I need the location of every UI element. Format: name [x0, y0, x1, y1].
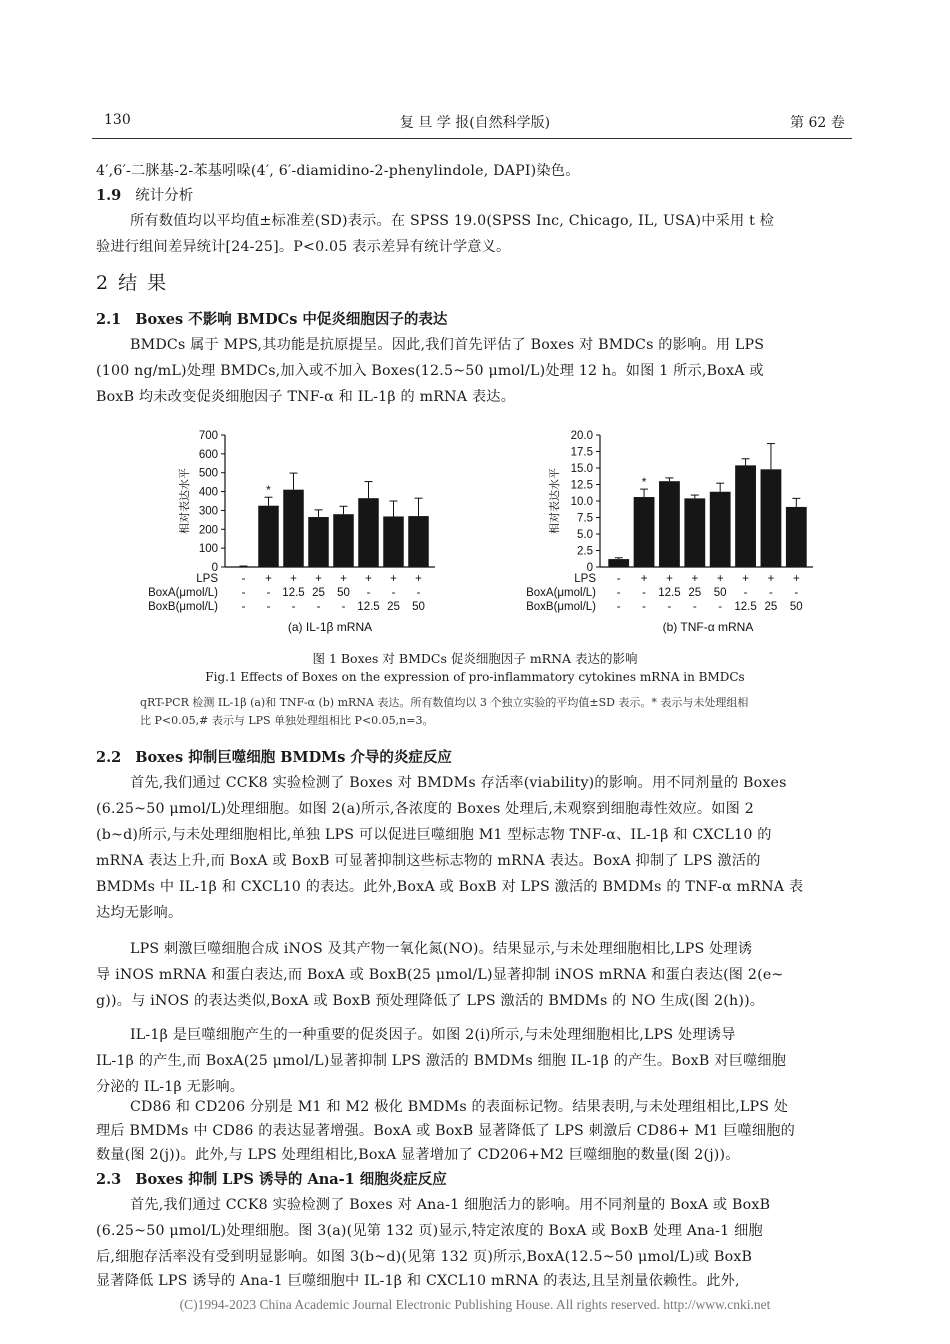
bar	[608, 559, 629, 567]
header-rule	[92, 138, 852, 139]
panel-title: (a) IL-1β mRNA	[287, 620, 373, 634]
bar	[383, 516, 404, 567]
bar	[634, 497, 655, 567]
paragraph-line: 分泌的 IL-1β 无影响。	[96, 1079, 245, 1095]
section-title: Boxes 抑制巨噬细胞 BMDMs 介导的炎症反应	[135, 749, 452, 766]
condition-label: +	[290, 573, 297, 585]
condition-label: +	[365, 573, 372, 585]
condition-label: -	[616, 601, 621, 613]
condition-label: 12.5	[734, 601, 757, 613]
y-tick-label: 7.5	[577, 512, 593, 525]
paragraph-line: 导 iNOS mRNA 和蛋白表达,而 BoxA 或 BoxB(25 μmol/L)显著抑制 iNOS mRNA 和蛋白表达(图 2(e~	[96, 967, 784, 983]
paragraph-line: BMDMs 中 IL-1β 和 CXCL10 的表达。此外,BoxA 或 BoxB 对 LPS 激活的 BMDMs 的 TNF-α mRNA 表	[96, 879, 804, 895]
y-tick-label: 5.0	[577, 529, 593, 541]
condition-label: -	[241, 573, 246, 585]
condition-row-label: BoxB(μmol/L)	[148, 601, 218, 613]
section-title: 统计分析	[135, 188, 194, 204]
paragraph-line: g))。与 iNOS 的表达类似,BoxA 或 BoxB 预处理降低了 LPS 激活的 BMDMs 的 NO 生成(图 2(h))。	[96, 993, 765, 1009]
condition-label: -	[266, 601, 271, 613]
paragraph-line: 数量(图 2(j))。此外,与 LPS 处理组相比,BoxA 显著增加了 CD206+M2 巨噬细胞的数量(图 2(j))。	[96, 1147, 740, 1163]
figure-note: 比 P<0.05,# 表示与 LPS 单独处理组相比 P<0.05,n=3。	[140, 714, 434, 727]
paragraph-line: (100 ng/mL)处理 BMDCs,加入或不加入 Boxes(12.5~50 μmol/L)处理 12 h。如图 1 所示,BoxA 或	[96, 363, 764, 379]
condition-label: +	[340, 573, 347, 585]
paragraph-line: 首先,我们通过 CCK8 实验检测了 Boxes 对 Ana-1 细胞活力的影响。用不同剂量的 BoxA 或 BoxB	[130, 1197, 771, 1213]
y-axis-label: 相对表达水平	[178, 468, 191, 534]
section-number: 1.9	[96, 187, 122, 204]
condition-label: 12.5	[357, 601, 380, 613]
section-heading-2-1	[96, 308, 447, 329]
bar	[684, 498, 705, 567]
condition-label: +	[265, 573, 272, 585]
condition-row-label: LPS	[574, 573, 596, 585]
bar	[408, 516, 429, 567]
condition-label: 25	[764, 601, 778, 613]
condition-row-label: BoxB(μmol/L)	[526, 601, 596, 613]
condition-row-label: LPS	[196, 573, 218, 585]
condition-label: +	[415, 573, 422, 585]
condition-label: 25	[688, 587, 702, 599]
figure-note: qRT-PCR 检测 IL-1β (a)和 TNF-α (b) mRNA 表达。所有数值均以 3 个独立实验的平均值±SD 表示。* 表示与未处理组相	[140, 696, 749, 709]
y-tick-label: 0	[211, 562, 218, 574]
paragraph-line: 验进行组间差异统计[24-25]。P<0.05 表示差异有统计学意义。	[96, 239, 511, 255]
condition-label: +	[315, 573, 322, 585]
section-title: Boxes 不影响 BMDCs 中促炎细胞因子的表达	[135, 311, 448, 328]
section-title: Boxes 抑制 LPS 诱导的 Ana-1 细胞炎症反应	[135, 1171, 447, 1188]
y-tick-label: 100	[198, 543, 218, 556]
significance-marker: *	[641, 475, 647, 490]
condition-label: -	[341, 601, 346, 613]
condition-label: +	[767, 573, 775, 585]
y-axis-label: 相对表达水平	[548, 468, 561, 534]
condition-label: -	[391, 587, 396, 599]
bar	[333, 514, 354, 567]
condition-label: -	[291, 601, 296, 613]
condition-label: +	[666, 573, 673, 585]
paragraph-line: (6.25~50 μmol/L)处理细胞。图 3(a)(见第 132 页)显示,特定浓度的 BoxA 或 BoxB 处理 Ana-1 细胞	[96, 1223, 763, 1239]
section-heading-2: 2 结 果	[96, 272, 169, 294]
paragraph-line: IL-1β 是巨噬细胞产生的一种重要的促炎因子。如图 2(i)所示,与未处理细胞相比,LPS 处理诱导	[130, 1027, 736, 1043]
condition-label: 50	[713, 587, 727, 599]
panel-title: (b) TNF-α mRNA	[662, 620, 754, 634]
condition-label: -	[241, 587, 246, 599]
condition-label: 50	[789, 601, 803, 613]
condition-label: -	[416, 587, 421, 599]
condition-label: -	[316, 601, 321, 613]
condition-label: +	[716, 573, 724, 585]
y-tick-label: 10.0	[570, 496, 593, 508]
paragraph-line: mRNA 表达上升,而 BoxA 或 BoxB 可显著抑制这些标志物的 mRNA 表达。BoxA 抑制了 LPS 激活的	[96, 853, 761, 869]
paragraph-line: (6.25~50 μmol/L)处理细胞。如图 2(a)所示,各浓度的 Boxes 处理后,未观察到细胞毒性效应。如图 2	[96, 801, 754, 817]
journal-title: 复 旦 学 报(自然科学版)	[399, 115, 551, 131]
condition-label: -	[743, 587, 748, 599]
y-tick-label: 15.0	[570, 463, 593, 475]
paragraph-line: 所有数值均以平均值±标准差(SD)表示。在 SPSS 19.0(SPSS Inc, Chicago, IL, USA)中采用 t 检	[130, 213, 775, 229]
condition-label: 25	[312, 587, 325, 599]
paragraph-line: 首先,我们通过 CCK8 实验检测了 Boxes 对 BMDMs 存活率(viability)的影响。用不同剂量的 Boxes	[130, 775, 787, 791]
y-tick-label: 2.5	[577, 545, 593, 558]
condition-label: 50	[337, 587, 350, 599]
section-number: 2.1	[96, 311, 122, 328]
paragraph-line: 达均无影响。	[96, 905, 183, 921]
condition-row-label: BoxA(μmol/L)	[148, 587, 218, 599]
condition-label: 12.5	[658, 587, 681, 599]
y-tick-label: 600	[198, 448, 218, 461]
condition-label: -	[718, 601, 723, 613]
y-tick-label: 20.0	[570, 430, 593, 442]
copyright-footer: (C)1994-2023 China Academic Journal Electronic Publishing House. All rights reserved. http://www.cnki.net	[179, 1297, 771, 1312]
paragraph-line: 后,细胞存活率没有受到明显影响。如图 3(b~d)(见第 132 页)所示,BoxA(12.5~50 μmol/L)或 BoxB	[96, 1249, 753, 1265]
bar	[710, 492, 731, 567]
condition-label: +	[691, 573, 699, 585]
paragraph-line: 4′,6′-二脒基-2-苯基吲哚(4′, 6′-diamidino-2-phenylindole, DAPI)染色。	[96, 163, 580, 179]
condition-label: -	[769, 587, 773, 599]
section-number: 2.3	[96, 1171, 122, 1188]
bar	[358, 498, 379, 567]
volume-label: 第 62 卷	[790, 115, 845, 131]
figure-caption-en: Fig.1 Effects of Boxes on the expression of pro-inflammatory cytokines mRNA in BMDCs	[205, 670, 745, 684]
figure-caption-cn: 图 1 Boxes 对 BMDCs 促炎细胞因子 mRNA 表达的影响	[312, 651, 638, 666]
condition-label: -	[366, 587, 371, 599]
paragraph-line: CD86 和 CD206 分别是 M1 和 M2 极化 BMDMs 的表面标记物。结果表明,与未处理组相比,LPS 处	[130, 1099, 789, 1115]
section-heading-1-9	[96, 184, 193, 205]
y-tick-label: 0	[586, 562, 593, 574]
paragraph-line: BMDCs 属于 MPS,其功能是抗原提呈。因此,我们首先评估了 Boxes 对 BMDCs 的影响。用 LPS	[130, 337, 765, 353]
significance-marker: *	[266, 483, 271, 498]
condition-label: +	[640, 573, 648, 585]
section-heading-2-3	[96, 1168, 447, 1189]
y-tick-label: 700	[198, 430, 218, 442]
condition-label: 50	[412, 601, 425, 613]
condition-label: -	[642, 601, 646, 613]
y-tick-label: 200	[198, 524, 218, 537]
bar	[308, 517, 329, 567]
condition-label: -	[642, 587, 646, 599]
bar	[786, 507, 807, 567]
condition-label: -	[692, 601, 697, 613]
condition-label: -	[667, 601, 672, 613]
y-tick-label: 12.5	[570, 479, 593, 492]
page-number: 130	[104, 112, 131, 128]
paragraph-line: LPS 刺激巨噬细胞合成 iNOS 及其产物一氧化氮(NO)。结果显示,与未处理细胞相比,LPS 处理诱	[130, 941, 753, 957]
condition-label: +	[792, 573, 800, 585]
paragraph-line: 理后 BMDMs 中 CD86 的表达显著增强。BoxA 或 BoxB 显著降低了 LPS 刺激后 CD86+ M1 巨噬细胞的	[96, 1123, 796, 1139]
condition-label: +	[390, 573, 397, 585]
condition-label: -	[616, 587, 621, 599]
y-tick-label: 500	[198, 467, 218, 480]
paragraph-line: (b~d)所示,与未处理细胞相比,单独 LPS 可以促进巨噬细胞 M1 型标志物 TNF-α、IL-1β 和 CXCL10 的	[96, 827, 772, 843]
figure-1	[130, 420, 830, 640]
bar	[761, 469, 782, 567]
paragraph-line: IL-1β 的产生,而 BoxA(25 μmol/L)显著抑制 LPS 激活的 BMDMs 细胞 IL-1β 的产生。BoxB 对巨噬细胞	[96, 1053, 787, 1069]
condition-label: -	[616, 573, 621, 585]
bar	[659, 481, 680, 567]
condition-label: -	[266, 587, 271, 599]
condition-label: +	[742, 573, 749, 585]
condition-row-label: BoxA(μmol/L)	[526, 587, 596, 599]
condition-label: -	[794, 587, 799, 599]
condition-label: -	[241, 601, 246, 613]
condition-label: 12.5	[282, 587, 305, 599]
section-number: 2.2	[96, 749, 122, 766]
section-heading-2-2	[96, 746, 452, 767]
bar	[258, 506, 279, 567]
bar	[283, 490, 304, 567]
y-tick-label: 400	[198, 486, 218, 499]
bar	[735, 465, 756, 567]
condition-label: 25	[387, 601, 400, 613]
paragraph-line: 显著降低 LPS 诱导的 Ana-1 巨噬细胞中 IL-1β 和 CXCL10 mRNA 的表达,且呈剂量依赖性。此外,	[96, 1273, 740, 1289]
paragraph-line: BoxB 均未改变促炎细胞因子 TNF-α 和 IL-1β 的 mRNA 表达。	[96, 389, 516, 405]
y-tick-label: 300	[198, 505, 218, 518]
y-tick-label: 17.5	[570, 446, 593, 459]
